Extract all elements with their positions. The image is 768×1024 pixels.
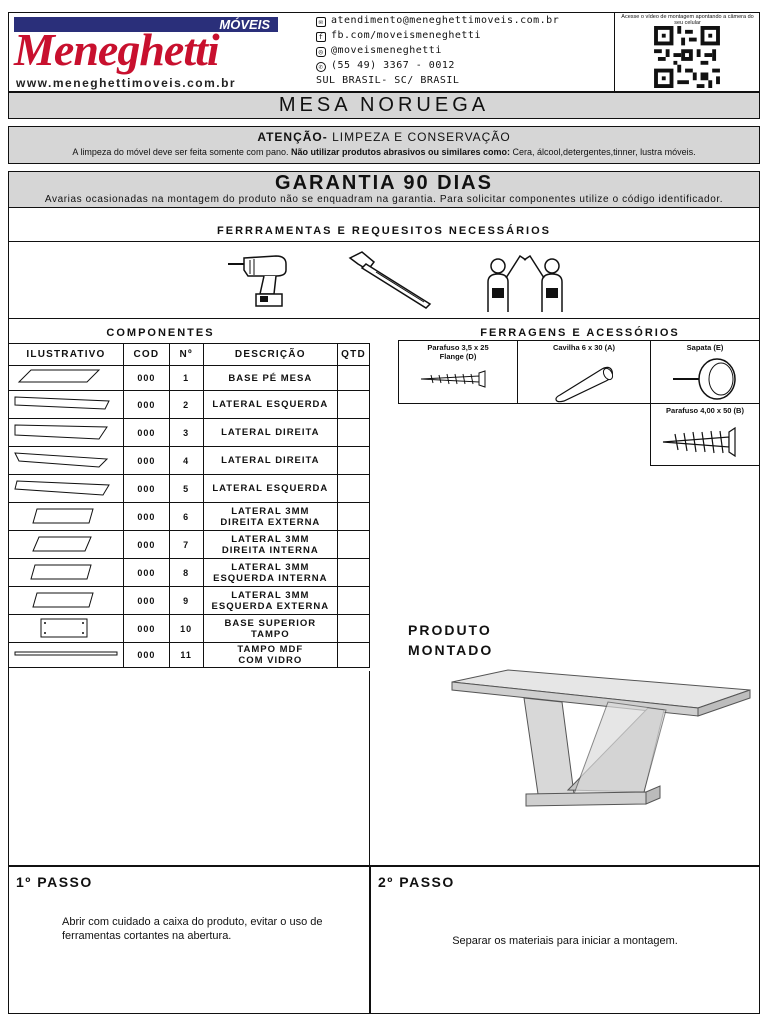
part-illustration <box>9 419 124 447</box>
part-illustration <box>9 615 124 643</box>
instagram-icon: ◎ <box>316 47 326 57</box>
part-qty <box>338 587 370 615</box>
part-11-icon <box>11 643 121 665</box>
table-row <box>9 531 370 559</box>
contact-facebook[interactable]: f fb.com/moveismeneghetti <box>316 30 606 45</box>
part-qty <box>338 643 370 668</box>
part-illustration <box>9 391 124 419</box>
part-number: 8 <box>169 559 203 587</box>
part-description: LATERAL DIREITA <box>203 447 337 475</box>
part-cod: 000 <box>123 587 169 615</box>
qr-box <box>614 12 760 92</box>
brand-name: Meneghetti <box>14 24 219 75</box>
part-illustration <box>9 503 124 531</box>
part-illustration <box>9 643 124 668</box>
warranty-title: GARANTIA 90 DIAS <box>275 172 493 194</box>
attention-title: ATENÇÃO- LIMPEZA E CONSERVAÇÃO <box>257 130 511 144</box>
screw-icon <box>659 424 753 460</box>
part-9-icon <box>11 589 121 611</box>
part-cod: 000 <box>123 615 169 643</box>
part-description: BASE PÉ MESA <box>203 366 337 391</box>
part-qty <box>338 503 370 531</box>
part-cod: 000 <box>123 531 169 559</box>
flange-screw-icon <box>419 369 499 389</box>
part-cod: 000 <box>123 419 169 447</box>
part-number: 5 <box>169 475 203 503</box>
col-illustrative: ILUSTRATIVO <box>9 344 124 366</box>
hardware-item-dowel: Cavilha 6 x 30 (A) <box>517 340 651 404</box>
part-qty <box>338 475 370 503</box>
part-number: 11 <box>169 643 203 668</box>
part-illustration <box>9 366 124 391</box>
two-people-icon <box>480 248 570 314</box>
part-10-icon <box>11 617 121 639</box>
brand-moveis-label: MÓVEIS <box>219 17 270 32</box>
part-description: BASE SUPERIOR TAMPO <box>203 615 337 643</box>
part-qty <box>338 391 370 419</box>
part-3-icon <box>11 421 121 443</box>
part-qty <box>338 447 370 475</box>
part-qty <box>338 366 370 391</box>
qr-code-icon[interactable] <box>653 26 721 88</box>
part-description: LATERAL ESQUERDA <box>203 475 337 503</box>
part-description: LATERAL ESQUERDA <box>203 391 337 419</box>
website-text: www.meneghettimoveis.com.br <box>16 76 237 90</box>
hardware-title: FERRAGENS E ACESSÓRIOS <box>480 327 680 339</box>
table-row <box>9 391 370 419</box>
table-row <box>9 366 370 391</box>
part-description: TAMPO MDF COM VIDRO <box>203 643 337 668</box>
part-cod: 000 <box>123 391 169 419</box>
part-number: 6 <box>169 503 203 531</box>
components-table-extension <box>8 671 370 866</box>
hardware-item-foot-pad: Sapata (E) <box>650 340 760 404</box>
part-cod: 000 <box>123 559 169 587</box>
part-4-icon <box>11 449 121 471</box>
step-2-text: Separar os materiais para iniciar a montagem. <box>452 935 678 947</box>
part-cod: 000 <box>123 503 169 531</box>
facebook-icon: f <box>316 32 326 42</box>
part-number: 7 <box>169 531 203 559</box>
table-row <box>9 615 370 643</box>
dowel-icon <box>552 359 618 403</box>
part-description: LATERAL 3MM ESQUERDA INTERNA <box>203 559 337 587</box>
part-cod: 000 <box>123 447 169 475</box>
part-7-icon <box>11 533 121 555</box>
part-cod: 000 <box>123 366 169 391</box>
table-row <box>9 587 370 615</box>
contact-whatsapp[interactable]: ✆ (55 49) 3367 - 0012 <box>316 60 606 75</box>
table-row <box>9 559 370 587</box>
part-number: 1 <box>169 366 203 391</box>
part-number: 3 <box>169 419 203 447</box>
assembled-table-illustration <box>448 668 754 816</box>
part-number: 10 <box>169 615 203 643</box>
part-8-icon <box>11 561 121 583</box>
part-qty <box>338 615 370 643</box>
table-row <box>9 503 370 531</box>
col-number: Nº <box>169 344 203 366</box>
page-title: MESA NORUEGA <box>278 94 490 116</box>
col-cod: COD <box>123 344 169 366</box>
hammer-icon <box>346 250 436 310</box>
tools-title: FERRRAMENTAS E REQUESITOS NECESSÁRIOS <box>217 225 551 237</box>
col-qty: QTD <box>338 344 370 366</box>
step-1-title: 1º PASSO <box>16 874 93 890</box>
part-6-icon <box>11 505 121 527</box>
contact-list <box>316 15 606 90</box>
brand-logo <box>14 24 280 76</box>
product-assembled-label: PRODUTO MONTADO <box>408 622 494 658</box>
drill-icon <box>226 250 296 310</box>
components-header-row <box>9 344 370 366</box>
table-row <box>9 475 370 503</box>
part-qty <box>338 531 370 559</box>
contact-email[interactable]: ✉ atendimento@meneghettimoveis.com.br <box>316 15 606 30</box>
part-description: LATERAL DIREITA <box>203 419 337 447</box>
part-illustration <box>9 447 124 475</box>
part-number: 2 <box>169 391 203 419</box>
part-qty <box>338 559 370 587</box>
components-table <box>8 343 370 668</box>
components-title: COMPONENTES <box>106 327 215 339</box>
col-description: DESCRIÇÃO <box>203 344 337 366</box>
part-cod: 000 <box>123 475 169 503</box>
part-1-icon <box>11 366 121 388</box>
step-2-title: 2º PASSO <box>378 874 455 890</box>
part-description: LATERAL 3MM DIREITA INTERNA <box>203 531 337 559</box>
qr-caption: Acesse o vídeo de montagem apontando a câmera do seu celular <box>621 14 754 26</box>
foot-pad-icon <box>669 357 743 403</box>
whatsapp-icon: ✆ <box>316 62 326 72</box>
step-1-text: Abrir com cuidado a caixa do produto, evitar o uso de ferramentas cortantes na abertura. <box>62 916 323 942</box>
part-description: LATERAL 3MM DIREITA EXTERNA <box>203 503 337 531</box>
part-illustration <box>9 559 124 587</box>
warranty-text: Avarias ocasionadas na montagem do produto não se enquadram na garantia. Para solicitar componentes utilize o código identificador. <box>44 194 724 205</box>
part-number: 4 <box>169 447 203 475</box>
part-5-icon <box>11 477 121 499</box>
contact-instagram[interactable]: ◎ @moveismeneghetti <box>316 45 606 60</box>
part-number: 9 <box>169 587 203 615</box>
part-illustration <box>9 587 124 615</box>
part-cod: 000 <box>123 643 169 668</box>
part-illustration <box>9 475 124 503</box>
part-illustration <box>9 531 124 559</box>
hardware-item-screw: Parafuso 4,00 x 50 (B) <box>650 403 760 466</box>
hardware-item-flange-screw: Parafuso 3,5 x 25 Flange (D) <box>398 340 518 404</box>
table-row <box>9 447 370 475</box>
part-2-icon <box>11 393 121 415</box>
attention-text: A limpeza do móvel deve ser feita somente com pano. Não utilizar produtos abrasivos ou similares como: Cera, álcool,detergentes,tinner, lustra móveis. <box>72 147 696 157</box>
part-description: LATERAL 3MM ESQUERDA EXTERNA <box>203 587 337 615</box>
email-icon: ✉ <box>316 17 326 27</box>
contact-location: SUL BRASIL- SC/ BRASIL <box>316 75 460 86</box>
table-row <box>9 643 370 668</box>
part-qty <box>338 419 370 447</box>
table-row <box>9 419 370 447</box>
